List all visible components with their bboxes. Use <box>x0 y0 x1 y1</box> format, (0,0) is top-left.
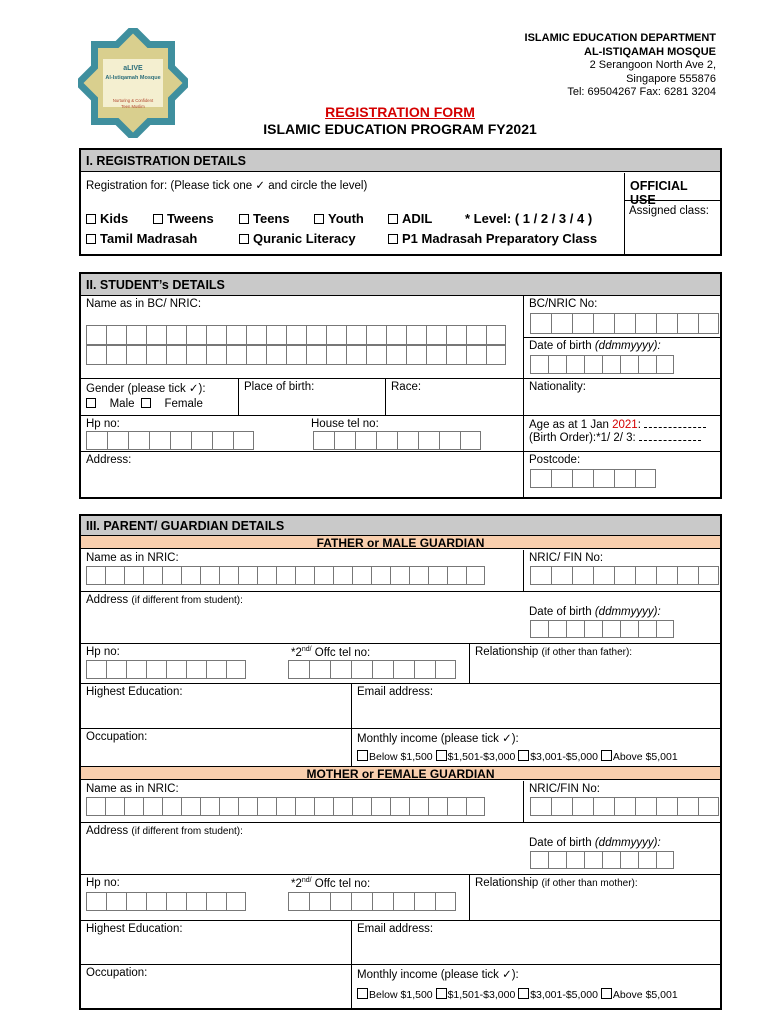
char-box[interactable] <box>238 797 257 816</box>
char-box[interactable] <box>106 325 126 345</box>
char-box[interactable] <box>186 660 206 679</box>
checkbox-icon[interactable] <box>601 750 612 761</box>
house-tel-boxes[interactable] <box>313 431 481 450</box>
char-box[interactable] <box>593 566 614 585</box>
char-box[interactable] <box>288 892 309 911</box>
char-box[interactable] <box>166 345 186 365</box>
checkbox-icon[interactable] <box>357 988 368 999</box>
checkbox-icon[interactable] <box>86 234 96 244</box>
char-box[interactable] <box>86 892 106 911</box>
father-email-cell[interactable]: Email address: <box>352 684 720 729</box>
checkbox-icon[interactable] <box>388 234 398 244</box>
mother-offc-boxes[interactable] <box>288 892 456 911</box>
char-box[interactable] <box>146 325 166 345</box>
char-box[interactable] <box>393 892 414 911</box>
char-box[interactable] <box>330 892 351 911</box>
mother-offc-cell: $*2^{nd/}$ Offc tel no: <box>286 875 470 921</box>
char-box[interactable] <box>584 620 602 638</box>
char-box[interactable] <box>572 313 593 334</box>
father-dob-boxes[interactable] <box>530 620 674 638</box>
father-name-cell: Name as in NRIC: <box>81 550 524 592</box>
char-box[interactable] <box>551 797 572 816</box>
char-box[interactable] <box>530 566 551 585</box>
char-box[interactable] <box>181 797 200 816</box>
char-box[interactable] <box>366 345 386 365</box>
char-box[interactable] <box>486 345 506 365</box>
char-box[interactable] <box>602 851 620 869</box>
char-box[interactable] <box>146 345 166 365</box>
char-box[interactable] <box>602 355 620 374</box>
char-box[interactable] <box>635 566 656 585</box>
char-box[interactable] <box>314 797 333 816</box>
mother-dob-label: Date of birth (ddmmyyyy): <box>529 837 661 849</box>
dept-mosque: AL-ISTIQAMAH MOSQUE <box>584 45 716 58</box>
parent-guardian-section <box>79 514 722 1010</box>
dept-address1: 2 Serangoon North Ave 2, <box>589 59 716 71</box>
postcode-cell: Postcode: <box>529 454 581 466</box>
student-name-boxes-row2[interactable] <box>86 345 506 365</box>
char-box[interactable] <box>128 431 149 450</box>
checkbox-icon[interactable] <box>436 750 447 761</box>
program-title: ISLAMIC EDUCATION PROGRAM FY2021 <box>263 121 537 137</box>
char-box[interactable] <box>572 469 593 488</box>
mother-hp-boxes[interactable] <box>86 892 246 911</box>
char-box[interactable] <box>530 469 551 488</box>
option-tweens[interactable]: Tweens <box>153 211 214 226</box>
char-box[interactable] <box>418 431 439 450</box>
char-box[interactable] <box>602 620 620 638</box>
char-box[interactable] <box>326 345 346 365</box>
mother-income-options: Below $1,500 $1,501-$3,000 $3,001-$5,000 Above $5,001 <box>357 988 678 1001</box>
option-quranic-literacy[interactable]: Quranic Literacy <box>239 231 356 246</box>
checkbox-icon[interactable] <box>153 214 163 224</box>
mother-address-cell[interactable]: Address (if different from student): <box>81 823 720 875</box>
option-youth[interactable]: Youth <box>314 211 364 226</box>
char-box[interactable] <box>572 566 593 585</box>
mother-income-cell: Monthly income (please tick ✓): <box>357 969 519 981</box>
char-box[interactable] <box>106 345 126 365</box>
char-box[interactable] <box>435 660 456 679</box>
char-box[interactable] <box>460 431 481 450</box>
checkbox-icon[interactable] <box>141 398 151 408</box>
option-teens[interactable]: Teens <box>239 211 290 226</box>
nric-cell: BC/NRIC No: <box>524 296 720 338</box>
char-box[interactable] <box>466 325 486 345</box>
char-box[interactable] <box>186 892 206 911</box>
female-option[interactable]: Female <box>164 398 203 410</box>
father-income-options: Below $1,500 $1,501-$3,000 $3,001-$5,000 Above $5,001 <box>357 750 678 763</box>
dept-tel: Tel: 69504267 Fax: 6281 3204 <box>567 86 716 98</box>
char-box[interactable] <box>333 797 352 816</box>
father-nric-cell: NRIC/ FIN No: <box>524 550 720 592</box>
char-box[interactable] <box>257 797 276 816</box>
char-box[interactable] <box>295 566 314 585</box>
option-p1-madrasah[interactable]: P1 Madrasah Preparatory Class <box>388 231 597 246</box>
place-of-birth-cell[interactable]: Place of birth: <box>239 379 386 416</box>
char-box[interactable] <box>351 892 372 911</box>
char-box[interactable] <box>352 566 371 585</box>
mother-nric-cell: NRIC/FIN No: <box>524 781 720 823</box>
char-box[interactable] <box>426 325 446 345</box>
char-box[interactable] <box>572 797 593 816</box>
mother-education-cell[interactable]: Highest Education: <box>81 921 352 965</box>
student-dob-boxes[interactable] <box>530 355 674 374</box>
char-box[interactable] <box>530 620 548 638</box>
char-box[interactable] <box>656 797 677 816</box>
checkbox-icon[interactable] <box>239 214 249 224</box>
gender-cell: Gender (please tick ✓): Male Female <box>81 379 239 416</box>
char-box[interactable] <box>306 345 326 365</box>
char-box[interactable] <box>698 797 719 816</box>
char-box[interactable] <box>86 660 106 679</box>
student-details-section <box>79 272 722 499</box>
char-box[interactable] <box>551 566 572 585</box>
official-use-box <box>624 173 720 254</box>
char-box[interactable] <box>447 566 466 585</box>
char-box[interactable] <box>276 566 295 585</box>
mother-hp-cell: Hp no: <box>81 875 286 921</box>
dept-address2: Singapore 555876 <box>626 72 716 85</box>
char-box[interactable] <box>286 325 306 345</box>
father-hp-boxes[interactable] <box>86 660 246 679</box>
char-box[interactable] <box>86 566 105 585</box>
father-heading: FATHER or MALE GUARDIAN <box>81 535 720 549</box>
student-dob-cell: Date of birth (ddmmyyyy): <box>524 338 720 379</box>
char-box[interactable] <box>206 325 226 345</box>
char-box[interactable] <box>206 892 226 911</box>
char-box[interactable] <box>656 566 677 585</box>
logo-line1: aLIVE <box>123 65 143 72</box>
char-box[interactable] <box>530 355 548 374</box>
nationality-cell[interactable]: Nationality: <box>524 379 720 416</box>
char-box[interactable] <box>86 345 106 365</box>
father-education-cell[interactable]: Highest Education: <box>81 684 352 729</box>
char-box[interactable] <box>309 660 330 679</box>
char-box[interactable] <box>288 660 309 679</box>
mother-email-cell[interactable]: Email address: <box>352 921 720 965</box>
char-box[interactable] <box>124 797 143 816</box>
char-box[interactable] <box>698 313 719 334</box>
char-box[interactable] <box>309 892 330 911</box>
char-box[interactable] <box>206 660 226 679</box>
char-box[interactable] <box>226 660 246 679</box>
char-box[interactable] <box>635 797 656 816</box>
char-box[interactable] <box>620 851 638 869</box>
char-box[interactable] <box>593 797 614 816</box>
char-box[interactable] <box>352 797 371 816</box>
char-box[interactable] <box>584 851 602 869</box>
address-cell[interactable]: Address: <box>81 452 524 497</box>
dept-name: ISLAMIC EDUCATION DEPARTMENT <box>524 32 716 44</box>
char-box[interactable] <box>386 345 406 365</box>
father-relationship-cell[interactable]: Relationship (if other than father): <box>470 644 720 684</box>
char-box[interactable] <box>126 345 146 365</box>
official-use-label: OFFICIAL USE <box>625 173 720 201</box>
section-heading: I. REGISTRATION DETAILS <box>81 150 720 172</box>
logo-line2: Al-Istiqamah Mosque <box>105 75 161 81</box>
char-box[interactable] <box>181 566 200 585</box>
char-box[interactable] <box>386 325 406 345</box>
char-box[interactable] <box>355 431 376 450</box>
checkbox-icon[interactable] <box>388 214 398 224</box>
char-box[interactable] <box>620 355 638 374</box>
char-box[interactable] <box>166 660 186 679</box>
student-hp-boxes[interactable] <box>86 431 254 450</box>
char-box[interactable] <box>126 660 146 679</box>
char-box[interactable] <box>146 892 166 911</box>
male-option[interactable]: Male <box>109 398 135 410</box>
option-adil[interactable]: ADIL <box>388 211 432 226</box>
char-box[interactable] <box>406 345 426 365</box>
char-box[interactable] <box>551 313 572 334</box>
char-box[interactable] <box>219 566 238 585</box>
char-box[interactable] <box>143 797 162 816</box>
char-box[interactable] <box>406 325 426 345</box>
char-box[interactable] <box>409 797 428 816</box>
char-box[interactable] <box>126 325 146 345</box>
char-box[interactable] <box>530 797 551 816</box>
char-box[interactable] <box>390 566 409 585</box>
char-box[interactable] <box>466 345 486 365</box>
char-box[interactable] <box>439 431 460 450</box>
logo-line4: Teen Muslim <box>121 104 145 109</box>
char-box[interactable] <box>435 892 456 911</box>
char-box[interactable] <box>107 431 128 450</box>
char-box[interactable] <box>106 660 126 679</box>
char-box[interactable] <box>246 325 266 345</box>
father-occupation-cell[interactable]: Occupation: <box>81 729 352 766</box>
mother-heading: MOTHER or FEMALE GUARDIAN <box>81 766 720 780</box>
char-box[interactable] <box>638 620 656 638</box>
char-box[interactable] <box>162 797 181 816</box>
option-kids[interactable]: Kids <box>86 211 128 226</box>
char-box[interactable] <box>446 345 466 365</box>
char-box[interactable] <box>166 325 186 345</box>
char-box[interactable] <box>466 566 485 585</box>
char-box[interactable] <box>149 431 170 450</box>
mother-relationship-cell[interactable]: Relationship (if other than mother): <box>470 875 720 921</box>
race-cell[interactable]: Race: <box>386 379 524 416</box>
char-box[interactable] <box>212 431 233 450</box>
char-box[interactable] <box>295 797 314 816</box>
char-box[interactable] <box>226 325 246 345</box>
hp-cell: Hp no: <box>81 416 306 452</box>
char-box[interactable] <box>566 355 584 374</box>
char-box[interactable] <box>566 620 584 638</box>
char-box[interactable] <box>614 469 635 488</box>
char-box[interactable] <box>313 431 334 450</box>
father-offc-boxes[interactable] <box>288 660 456 679</box>
option-tamil-madrasah[interactable]: Tamil Madrasah <box>86 231 197 246</box>
char-box[interactable] <box>584 355 602 374</box>
birth-order-line[interactable] <box>639 431 701 441</box>
logo-line3: Nurturing & Confident <box>112 98 154 103</box>
char-box[interactable] <box>635 469 656 488</box>
char-box[interactable] <box>86 431 107 450</box>
assigned-class-label: Assigned class: <box>629 205 709 217</box>
char-box[interactable] <box>226 892 246 911</box>
form-title: REGISTRATION FORM <box>325 104 475 120</box>
section-heading: III. PARENT/ GUARDIAN DETAILS <box>81 516 720 536</box>
char-box[interactable] <box>170 431 191 450</box>
char-box[interactable] <box>414 892 435 911</box>
father-offc-cell: $*2^{nd/}$ Offc tel no: <box>286 644 470 684</box>
char-box[interactable] <box>548 620 566 638</box>
char-box[interactable] <box>186 325 206 345</box>
char-box[interactable] <box>548 355 566 374</box>
mother-nric-boxes[interactable] <box>530 797 719 816</box>
char-box[interactable] <box>226 345 246 365</box>
father-hp-cell: Hp no: <box>81 644 286 684</box>
char-box[interactable] <box>656 313 677 334</box>
char-box[interactable] <box>126 892 146 911</box>
char-box[interactable] <box>106 892 126 911</box>
char-box[interactable] <box>397 431 418 450</box>
char-box[interactable] <box>530 313 551 334</box>
char-box[interactable] <box>656 851 674 869</box>
checkbox-icon[interactable] <box>314 214 324 224</box>
char-box[interactable] <box>306 325 326 345</box>
nric-boxes[interactable] <box>530 313 719 334</box>
postcode-boxes[interactable] <box>530 469 656 488</box>
char-box[interactable] <box>162 566 181 585</box>
age-cell[interactable]: Age as at 1 Jan 2021: (Birth Order):*1/ 2/ 3: <box>524 416 720 452</box>
department-header <box>525 32 716 100</box>
char-box[interactable] <box>372 660 393 679</box>
char-box[interactable] <box>486 325 506 345</box>
checkbox-icon[interactable] <box>357 750 368 761</box>
char-box[interactable] <box>426 345 446 365</box>
char-box[interactable] <box>551 469 572 488</box>
char-box[interactable] <box>86 325 106 345</box>
char-box[interactable] <box>656 355 674 374</box>
char-box[interactable] <box>371 566 390 585</box>
mother-name-cell: Name as in NRIC: <box>81 781 524 823</box>
section-heading: II. STUDENT’s DETAILS <box>81 274 720 296</box>
char-box[interactable] <box>166 892 186 911</box>
char-box[interactable] <box>238 566 257 585</box>
char-box[interactable] <box>390 797 409 816</box>
mother-name-boxes[interactable] <box>86 797 485 816</box>
char-box[interactable] <box>446 325 466 345</box>
char-box[interactable] <box>219 797 238 816</box>
father-address-cell[interactable]: Address (if different from student): <box>81 592 720 644</box>
char-box[interactable] <box>366 325 386 345</box>
checkbox-icon[interactable] <box>86 398 96 408</box>
char-box[interactable] <box>124 566 143 585</box>
char-box[interactable] <box>334 431 355 450</box>
char-box[interactable] <box>638 355 656 374</box>
char-box[interactable] <box>614 313 635 334</box>
char-box[interactable] <box>266 345 286 365</box>
char-box[interactable] <box>191 431 212 450</box>
registration-details-section <box>79 148 722 256</box>
char-box[interactable] <box>428 566 447 585</box>
char-box[interactable] <box>105 566 124 585</box>
char-box[interactable] <box>330 660 351 679</box>
char-box[interactable] <box>548 851 566 869</box>
char-box[interactable] <box>372 892 393 911</box>
char-box[interactable] <box>447 797 466 816</box>
father-income-cell: Monthly income (please tick ✓): <box>357 733 519 745</box>
char-box[interactable] <box>677 566 698 585</box>
mother-dob-boxes[interactable] <box>530 851 674 869</box>
checkbox-icon[interactable] <box>518 750 529 761</box>
char-box[interactable] <box>638 851 656 869</box>
char-box[interactable] <box>346 325 366 345</box>
char-box[interactable] <box>371 797 390 816</box>
age-line[interactable] <box>644 418 706 428</box>
checkbox-icon[interactable] <box>436 988 447 999</box>
house-tel-cell: House tel no: <box>306 416 524 452</box>
char-box[interactable] <box>206 345 226 365</box>
char-box[interactable] <box>314 566 333 585</box>
checkbox-icon[interactable] <box>601 988 612 999</box>
char-box[interactable] <box>566 851 584 869</box>
char-box[interactable] <box>614 797 635 816</box>
char-box[interactable] <box>530 851 548 869</box>
char-box[interactable] <box>376 431 397 450</box>
char-box[interactable] <box>246 345 266 365</box>
char-box[interactable] <box>635 313 656 334</box>
char-box[interactable] <box>466 797 485 816</box>
char-box[interactable] <box>351 660 372 679</box>
char-box[interactable] <box>409 566 428 585</box>
char-box[interactable] <box>257 566 276 585</box>
student-name-cell: Name as in BC/ NRIC: <box>81 296 524 379</box>
char-box[interactable] <box>105 797 124 816</box>
student-name-boxes-row1[interactable] <box>86 325 506 345</box>
char-box[interactable] <box>346 345 366 365</box>
level-choice[interactable]: * Level: ( 1 / 2 / 3 / 4 ) <box>465 211 593 226</box>
father-name-boxes[interactable] <box>86 566 485 585</box>
char-box[interactable] <box>333 566 352 585</box>
father-dob-label: Date of birth (ddmmyyyy): <box>529 606 661 618</box>
char-box[interactable] <box>276 797 295 816</box>
char-box[interactable] <box>186 345 206 365</box>
char-box[interactable] <box>698 566 719 585</box>
registration-instruction: Registration for: (Please tick one ✓ and circle the level) <box>86 180 368 192</box>
checkbox-icon[interactable] <box>518 988 529 999</box>
char-box[interactable] <box>614 566 635 585</box>
checkbox-icon[interactable] <box>239 234 249 244</box>
char-box[interactable] <box>233 431 254 450</box>
char-box[interactable] <box>656 620 674 638</box>
char-box[interactable] <box>200 566 219 585</box>
char-box[interactable] <box>593 469 614 488</box>
char-box[interactable] <box>200 797 219 816</box>
char-box[interactable] <box>326 325 346 345</box>
char-box[interactable] <box>677 797 698 816</box>
checkbox-icon[interactable] <box>86 214 96 224</box>
char-box[interactable] <box>286 345 306 365</box>
father-nric-boxes[interactable] <box>530 566 719 585</box>
char-box[interactable] <box>146 660 166 679</box>
mother-occupation-cell[interactable]: Occupation: <box>81 965 352 1008</box>
char-box[interactable] <box>86 797 105 816</box>
char-box[interactable] <box>620 620 638 638</box>
char-box[interactable] <box>143 566 162 585</box>
char-box[interactable] <box>266 325 286 345</box>
char-box[interactable] <box>677 313 698 334</box>
char-box[interactable] <box>428 797 447 816</box>
char-box[interactable] <box>593 313 614 334</box>
char-box[interactable] <box>414 660 435 679</box>
char-box[interactable] <box>393 660 414 679</box>
age-year: 2021 <box>612 419 638 431</box>
